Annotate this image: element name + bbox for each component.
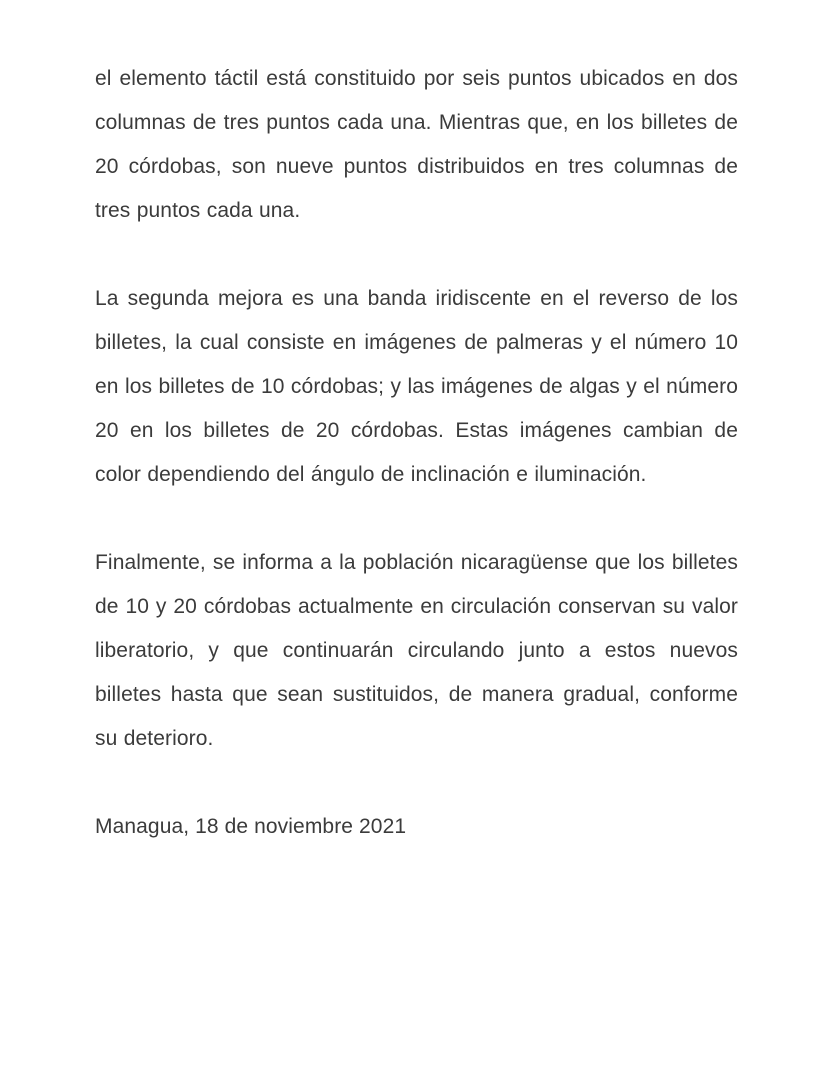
paragraph-iridescent-band: La segunda mejora es una banda iridiscente en el reverso de los billetes, la cual consiste en imágenes de palmeras y el número 10 en los billetes de 10 córdobas; y las imágenes de algas y el número 20 en los billetes de 20 córdobas. Estas imágenes cambian de color dependiendo del ángulo de inclinación e iluminación. bbox=[95, 287, 738, 486]
paragraph-circulation-notice: Finalmente, se informa a la población nicaragüense que los billetes de 10 y 20 córdobas actualmente en circulación conservan su valor liberatorio, y que continuarán circulando junto a estos nuevos billetes hasta que sean sustituidos, de manera gradual, conforme su deterioro. bbox=[95, 551, 738, 750]
paragraph-tactile-element: el elemento táctil está constituido por seis puntos ubicados en dos columnas de tres puntos cada una. Mientras que, en los billetes de 20 córdobas, son nueve puntos distribuidos en tres columnas de tres puntos cada una. bbox=[95, 67, 738, 222]
signoff-place-and-date: Managua, 18 de noviembre 2021 bbox=[95, 815, 407, 838]
document-body bbox=[95, 57, 738, 870]
